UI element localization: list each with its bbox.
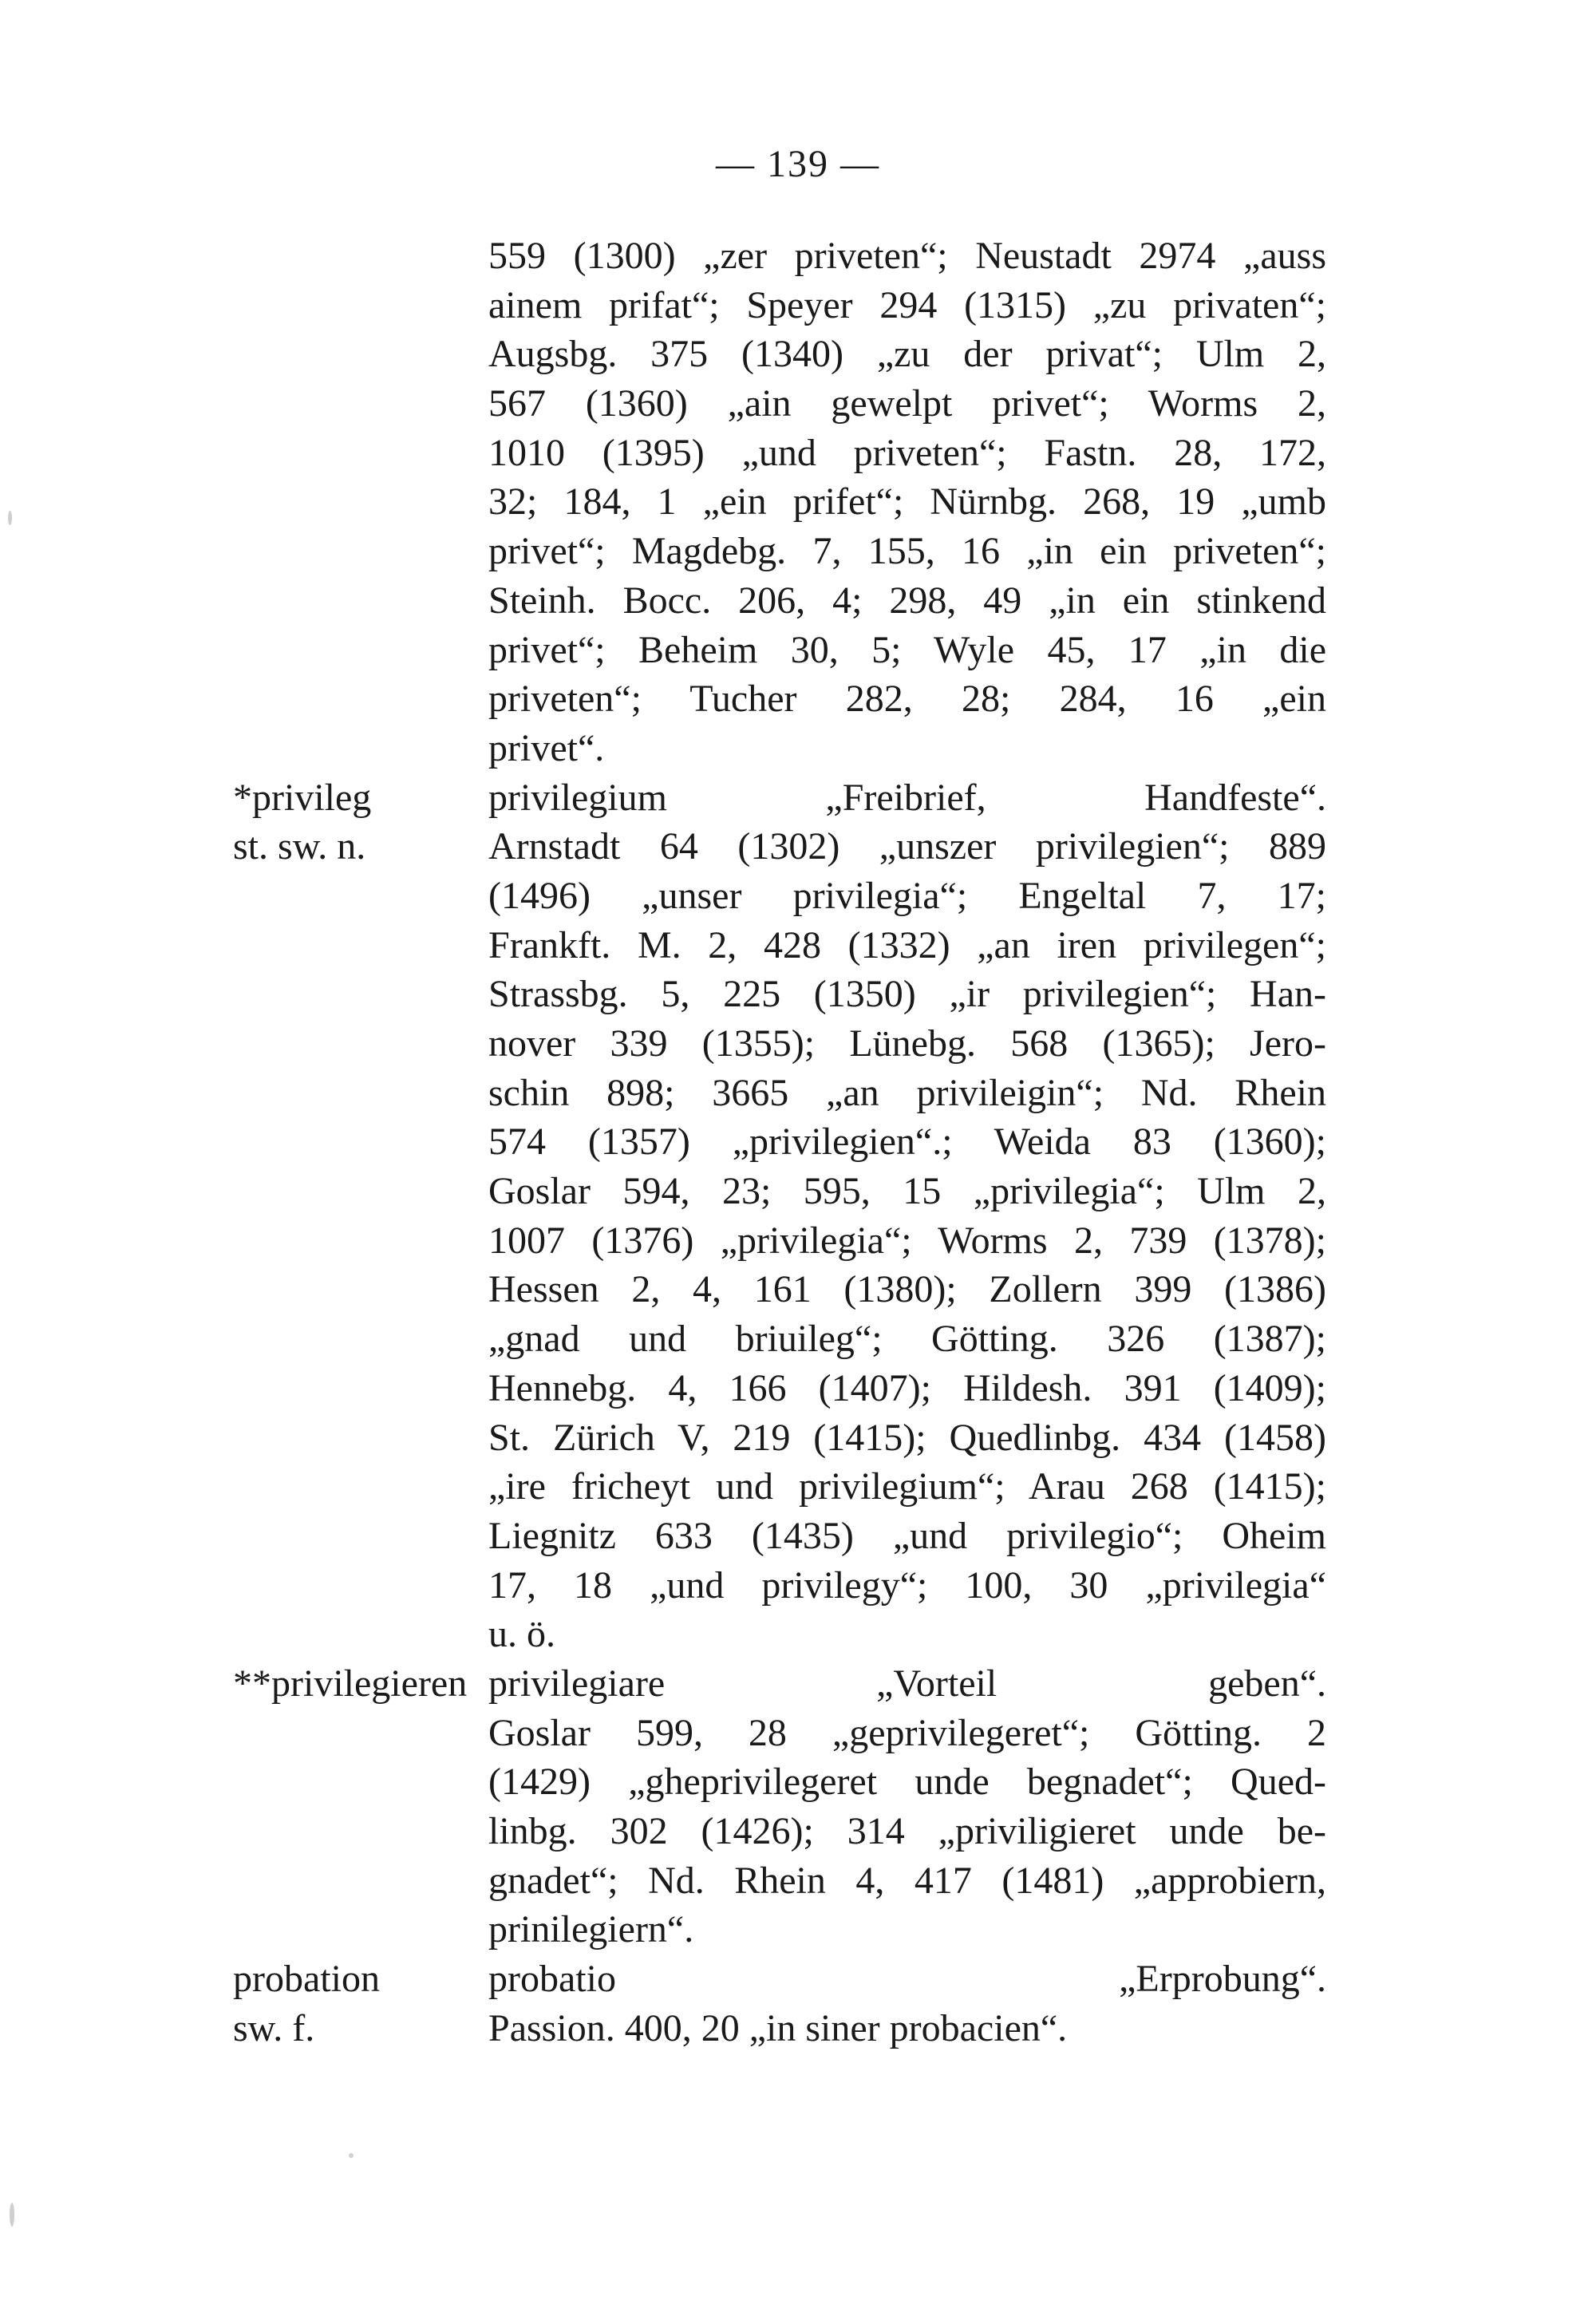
entry-line: linbg. 302 (1426); 314 „priviligieret unde be- <box>488 1810 1326 1852</box>
entry-line: Strassbg. 5, 225 (1350) „ir privilegien“; Han- <box>488 973 1326 1016</box>
entry-line: Steinh. Bocc. 206, 4; 298, 49 „in ein stinkend <box>488 579 1326 622</box>
entry-line: Goslar 594, 23; 595, 15 „privilegia“; Ulm 2, <box>488 1170 1326 1213</box>
entry-line: Frankft. M. 2, 428 (1332) „an iren privilegen“; <box>488 923 1326 966</box>
entry-line: Hennebg. 4, 166 (1407); Hildesh. 391 (1409); <box>488 1366 1326 1409</box>
dictionary-entry <box>0 1659 1596 1954</box>
entry-headword: **privilegieren <box>233 1662 468 1705</box>
entry-line: privet“; Beheim 30, 5; Wyle 45, 17 „in die <box>488 628 1326 671</box>
entry-line: u. ö. <box>488 1613 555 1656</box>
entry-line: Hessen 2, 4, 161 (1380); Zollern 399 (1386) <box>488 1268 1326 1311</box>
scan-speck <box>10 2203 14 2227</box>
page-number: — 139 — <box>716 143 880 185</box>
entry-line: 17, 18 „und privilegy“; 100, 30 „privilegia“ <box>488 1563 1326 1607</box>
entry-line: privilegium „Freibrief, Handfeste“. <box>488 776 1326 819</box>
entry-line: 574 (1357) „privilegien“.; Weida 83 (1360); <box>488 1120 1326 1164</box>
entry-line: schin 898; 3665 „an privileigin“; Nd. Rhein <box>488 1071 1326 1114</box>
entry-line: priveten“; Tucher 282, 28; 284, 16 „ein <box>488 678 1326 721</box>
entry-line: privet“. <box>488 726 605 769</box>
entry-line: Augsbg. 375 (1340) „zu der privat“; Ulm 2, <box>488 333 1326 376</box>
entry-line: Arnstadt 64 (1302) „unszer privilegien“; 889 <box>488 825 1326 868</box>
entry-line: Liegnitz 633 (1435) „und privilegio“; Oheim <box>488 1514 1326 1557</box>
entry-line: Goslar 599, 28 „geprivilegeret“; Götting. 2 <box>488 1711 1326 1754</box>
entry-line: privet“; Magdebg. 7, 155, 16 „in ein priveten“; <box>488 530 1326 573</box>
dictionary-entry <box>0 231 1596 773</box>
dictionary-entries <box>0 231 1596 2053</box>
entry-line: gnadet“; Nd. Rhein 4, 417 (1481) „approbiern, <box>488 1859 1326 1902</box>
entry-line: prinilegiern“. <box>488 1908 694 1951</box>
entry-line: 559 (1300) „zer priveten“; Neustadt 2974 „auss <box>488 235 1326 277</box>
entry-body <box>488 773 1326 1659</box>
entry-line: St. Zürich V, 219 (1415); Quedlinbg. 434 (1458) <box>488 1416 1326 1459</box>
scan-speck <box>8 511 12 525</box>
entry-line: (1496) „unser privilegia“; Engeltal 7, 17; <box>488 874 1326 917</box>
entry-line: nover 339 (1355); Lünebg. 568 (1365); Jero- <box>488 1022 1326 1065</box>
scan-speck <box>349 2153 354 2158</box>
entry-line: 1007 (1376) „privilegia“; Worms 2, 739 (1378); <box>488 1219 1326 1262</box>
entry-body <box>488 1954 1326 2053</box>
entry-body <box>488 231 1326 773</box>
entry-line: probatio „Erprobung“. <box>488 1958 1326 2001</box>
entry-line: Passion. 400, 20 „in siner probacien“. <box>488 2006 1068 2049</box>
entry-line: „gnad und briuileg“; Götting. 326 (1387); <box>488 1318 1326 1361</box>
entry-line: 567 (1360) „ain gewelpt privet“; Worms 2, <box>488 382 1326 425</box>
entry-line: 1010 (1395) „und priveten“; Fastn. 28, 172, <box>488 431 1326 474</box>
entry-body <box>488 1659 1326 1954</box>
dictionary-entry <box>0 1954 1596 2053</box>
dictionary-entry <box>0 773 1596 1659</box>
entry-line: ainem prifat“; Speyer 294 (1315) „zu privaten“; <box>488 283 1326 326</box>
entry-line: „ire fricheyt und privilegium“; Arau 268 (1415); <box>488 1465 1326 1508</box>
entry-line: 32; 184, 1 „ein prifet“; Nürnbg. 268, 19 „umb <box>488 480 1326 524</box>
entry-headword: probation sw. f. <box>233 1958 380 2049</box>
entry-headword: *privileg st. sw. n. <box>233 776 372 868</box>
entry-line: privilegiare „Vorteil geben“. <box>488 1662 1326 1705</box>
entry-line: (1429) „gheprivilegeret unde begnadet“; Qued- <box>488 1761 1326 1804</box>
